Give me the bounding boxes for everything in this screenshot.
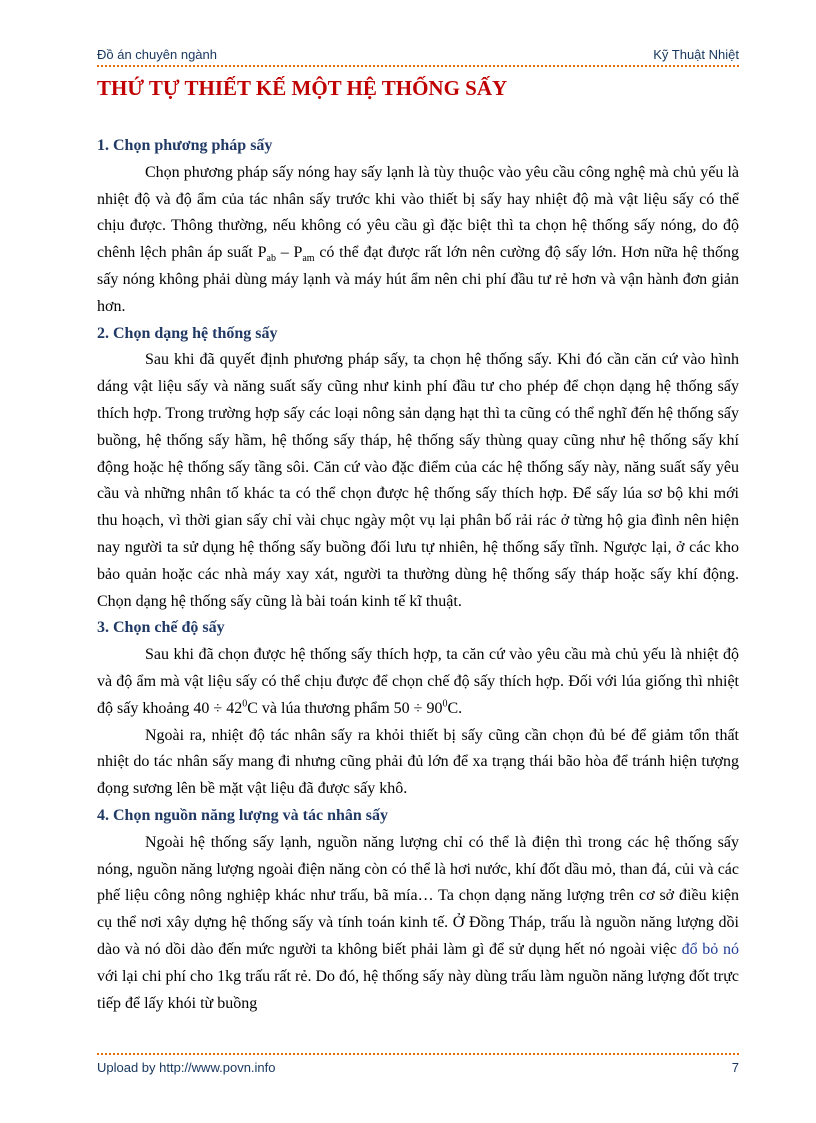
header-subject: Kỹ Thuật Nhiệt — [653, 47, 739, 62]
section-3-heading: 3. Chọn chế độ sấy — [97, 619, 225, 637]
header-doc-type: Đồ án chuyên ngành — [97, 47, 217, 62]
degree-superscript: 0 — [242, 698, 248, 710]
footer-upload-source: Upload by http://www.povn.info — [97, 1060, 276, 1075]
section-3-paragraph-2: Ngoài ra, nhiệt độ tác nhân sấy ra khỏi thiết bị sấy cũng cần chọn đủ bé để giảm tổn thất nhiệt do tác nhân sấy mang đi nhưng cũng phải đủ lớn để xa trạng thái bão hòa để tránh hiện tượng đọng sương lên bề mặt vật liệu đã được sấy khô. — [97, 726, 739, 798]
section-4-paragraph: Ngoài hệ thống sấy lạnh, nguồn năng lượng chỉ có thể là điện thì trong các hệ thống sấy nóng, nguồn năng lượng ngoài điện năng còn có thể là hơi nước, khí đốt dầu mỏ, than đá, củi và các phế liệu công nông nghiệp khác như trấu, bã mía… Ta chọn dạng năng lượng trên cơ sở điều kiện cụ thể nơi xây dựng hệ thống sấy và tính toán kinh tế. Ở Đồng Tháp, trấu là nguồn năng lượng dồi dào và nó dồi dào đến mức người ta không biết phải làm gì để sử dụng hết nó ngoài việc đổ bỏ nó với lại chi phí cho 1kg trấu rất rẻ. Do đó, hệ thống sấy này dùng trấu làm nguồn năng lượng đốt trực tiếp để lấy khói từ buồng — [97, 833, 740, 1012]
inline-link[interactable]: đổ bỏ nó — [681, 940, 740, 958]
section-1-heading: 1. Chọn phương pháp sấy — [97, 137, 273, 154]
section-1-paragraph: Chọn phương pháp sấy nóng hay sấy lạnh là tùy thuộc vào yêu cầu công nghệ mà chủ yếu là nhiệt độ và độ ẩm của tác nhân sấy trước khi vào thiết bị sấy hay nhiệt độ mà vật liệu sấy có thể chịu được. Thông thường, nếu không có yêu cầu gì đặc biệt thì ta chọn hệ thống sấy nóng, do độ chênh lệch phân áp suất $P_{ab} - P_{am}$ có thể đạt được rất lớn nên cường độ sấy lớn. Hơn nữa hệ thống sấy nóng không phải dùng máy lạnh và máy hút ẩm nên chi phí đầu tư rẻ hơn và vận hành đơn giản hơn. — [97, 163, 739, 315]
page-title: THỨ TỰ THIẾT KẾ MỘT HỆ THỐNG SẤY — [97, 76, 508, 100]
section-3-paragraph-1: Sau khi đã chọn được hệ thống sấy thích hợp, ta căn cứ vào yêu cầu mà chủ yếu là nhiệt độ và độ ẩm mà vật liệu sấy có thể chịu được để chọn chế độ sấy thích hợp. Đối với lúa giống thì nhiệt độ sấy khoảng $40 \div 42^0C$ và lúa thương phẩm $50 \div 90^0C$. — [97, 646, 739, 717]
header-divider — [97, 65, 739, 67]
degree-superscript: 0 — [442, 698, 448, 710]
pressure-subscript-am: am — [302, 253, 315, 265]
document-body — [97, 133, 739, 1017]
page-number: 7 — [731, 1060, 739, 1075]
section-2-paragraph: Sau khi đã quyết định phương pháp sấy, ta chọn hệ thống sấy. Khi đó cần căn cứ vào hình dáng vật liệu sấy và năng suất sấy cũng như kinh phí đầu tư cho phép để chọn dạng hệ thống sấy thích hợp. Trong trường hợp sấy các loại nông sản dạng hạt thì ta cũng có thể nghĩ đến hệ thống sấy buồng, hệ thống sấy hầm, hệ thống sấy tháp, hệ thống sấy thùng quay cũng như hệ thống sấy khí động hoặc hệ thống sấy tầng sôi. Căn cứ vào đặc điểm của các hệ thống sấy này, năng suất sấy yêu cầu và những nhân tố khác ta có thể chọn được hệ thống sấy thích hợp. Để sấy lúa sơ bộ khi mới thu hoạch, vì thời gian sấy chỉ vài chục ngày một vụ lại phân bố rải rác ở từng hộ gia đình nên hiện nay người ta sử dụng hệ thống sấy buồng đối lưu tự nhiên, hệ thống sấy tĩnh. Ngược lại, ở các kho bảo quản hoặc các nhà máy xay xát, người ta thường dùng hệ thống sấy tháp hoặc sấy khí động. Chọn dạng hệ thống sấy cũng là bài toán kinh tế kĩ thuật. — [97, 351, 739, 610]
page-header — [97, 47, 739, 65]
page-footer — [97, 1060, 739, 1078]
footer-divider — [97, 1053, 739, 1055]
section-4-heading: 4. Chọn nguồn năng lượng và tác nhân sấy — [97, 806, 388, 824]
section-2-heading: 2. Chọn dạng hệ thống sấy — [97, 324, 278, 342]
pressure-subscript-ab: ab — [266, 253, 276, 265]
